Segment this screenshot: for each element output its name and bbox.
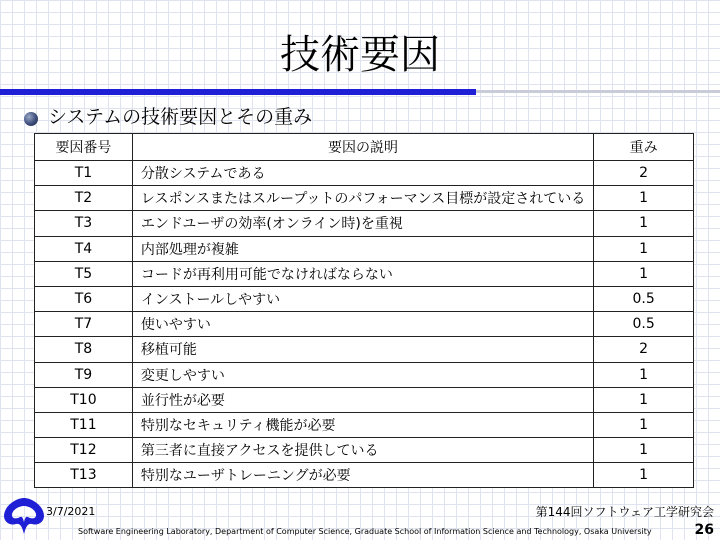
table-row — [35, 211, 694, 236]
factor-number-cell: T12 — [35, 438, 133, 463]
factor-weight-cell: 2 — [594, 337, 694, 362]
table-row — [35, 362, 694, 387]
factor-description-cell: 内部処理が複雑 — [132, 236, 593, 261]
factor-description-cell: コードが再利用可能でなければならない — [132, 261, 593, 286]
factor-description-cell: インストールしやすい — [132, 286, 593, 311]
factor-description-cell: 並行性が必要 — [132, 387, 593, 412]
affiliation-footer: Software Engineering Laboratory, Department of Computer Science, Graduate School of Information Science and Technology, Osaka University — [78, 527, 652, 536]
header-factor-description: 要因の説明 — [132, 134, 593, 161]
factor-weight-cell: 1 — [594, 186, 694, 211]
technical-factors-table — [34, 133, 694, 488]
factor-weight-cell: 1 — [594, 438, 694, 463]
factor-weight-cell: 1 — [594, 211, 694, 236]
factor-number-cell: T13 — [35, 463, 133, 488]
bullet-text: システムの技術要因とその重み — [48, 106, 313, 128]
factor-number-cell: T10 — [35, 387, 133, 412]
factor-weight-cell: 1 — [594, 412, 694, 437]
factor-number-cell: T4 — [35, 236, 133, 261]
slide-title: 技術要因 — [280, 32, 440, 78]
factor-weight-cell: 1 — [594, 261, 694, 286]
factor-description-cell: 使いやすい — [132, 312, 593, 337]
table-row — [35, 286, 694, 311]
factor-number-cell: T2 — [35, 186, 133, 211]
table-row — [35, 236, 694, 261]
factor-weight-cell: 0.5 — [594, 286, 694, 311]
table-row — [35, 387, 694, 412]
university-logo-icon — [0, 492, 48, 540]
factor-description-cell: エンドユーザの効率(オンライン時)を重視 — [132, 211, 593, 236]
factor-description-cell: 特別なユーザトレーニングが必要 — [132, 463, 593, 488]
factor-number-cell: T1 — [35, 161, 133, 186]
table-row — [35, 161, 694, 186]
title-underline-rest — [476, 90, 720, 93]
header-weight: 重み — [594, 134, 694, 161]
factor-description-cell: 第三者に直接アクセスを提供している — [132, 438, 593, 463]
table-row — [35, 186, 694, 211]
factor-number-cell: T7 — [35, 312, 133, 337]
table-row — [35, 261, 694, 286]
factor-number-cell: T9 — [35, 362, 133, 387]
conference-name: 第144回ソフトウェア工学研究会 — [535, 505, 714, 519]
table-row — [35, 337, 694, 362]
table-row — [35, 463, 694, 488]
slide-date: 3/7/2021 — [46, 505, 96, 518]
factor-weight-cell: 1 — [594, 362, 694, 387]
sphere-bullet-icon — [24, 112, 38, 126]
factor-weight-cell: 2 — [594, 161, 694, 186]
factor-description-cell: 分散システムである — [132, 161, 593, 186]
factor-weight-cell: 1 — [594, 463, 694, 488]
title-underline — [0, 89, 720, 95]
table-row — [35, 412, 694, 437]
factor-weight-cell: 1 — [594, 387, 694, 412]
table-row — [35, 438, 694, 463]
title-underline-accent — [0, 89, 476, 95]
factor-number-cell: T3 — [35, 211, 133, 236]
page-number: 26 — [694, 522, 714, 538]
factor-number-cell: T6 — [35, 286, 133, 311]
factor-number-cell: T11 — [35, 412, 133, 437]
factor-weight-cell: 0.5 — [594, 312, 694, 337]
factor-description-cell: レスポンスまたはスループットのパフォーマンス目標が設定されている — [132, 186, 593, 211]
factor-description-cell: 特別なセキュリティ機能が必要 — [132, 412, 593, 437]
factor-description-cell: 変更しやすい — [132, 362, 593, 387]
factor-number-cell: T8 — [35, 337, 133, 362]
table-row — [35, 312, 694, 337]
table-header-row — [35, 134, 694, 161]
factor-description-cell: 移植可能 — [132, 337, 593, 362]
factor-number-cell: T5 — [35, 261, 133, 286]
factor-weight-cell: 1 — [594, 236, 694, 261]
header-factor-number: 要因番号 — [35, 134, 133, 161]
